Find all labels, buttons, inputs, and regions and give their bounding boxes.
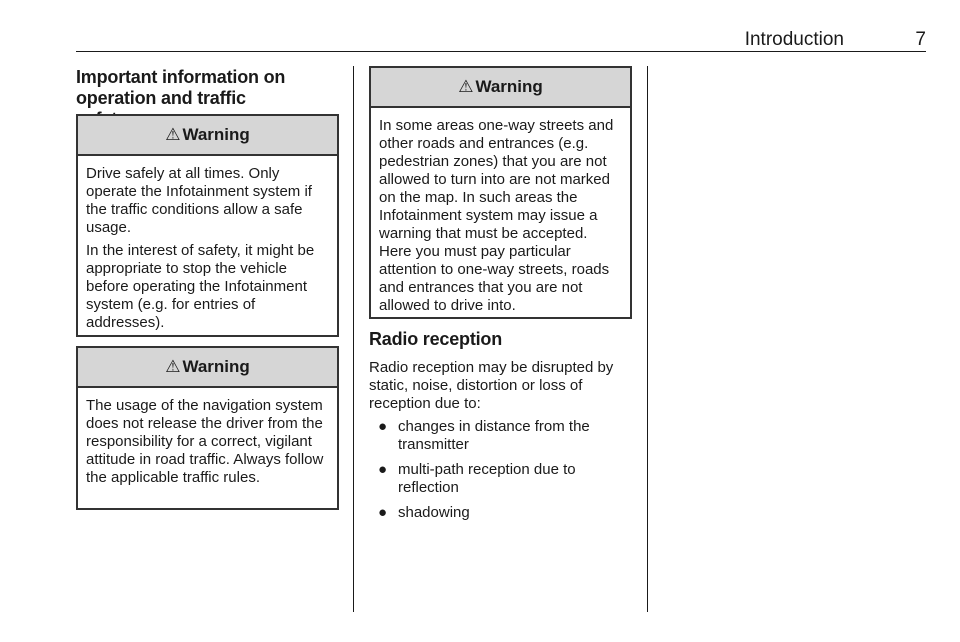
column-divider	[353, 66, 354, 612]
warning-paragraph: The usage of the navigation system does not release the driver from the responsibility for a correct, vigilant attitude in road traffic. Always follow the applicable traffic rules.	[86, 397, 324, 486]
warning-box	[369, 66, 632, 319]
bullet: ●	[378, 418, 388, 435]
radio-heading: Radio reception	[369, 329, 503, 349]
warning-paragraph: Drive safely at all times. Only operate the Infotainment system if the traffic conditions allow a safe usage.	[86, 165, 312, 236]
section-title: Introduction	[744, 29, 844, 50]
warning-header	[78, 116, 337, 156]
list-item	[369, 504, 635, 522]
warning-header	[371, 68, 630, 108]
warning-header	[78, 348, 337, 388]
warning-box	[76, 114, 339, 337]
page-number: 7	[915, 29, 926, 50]
list-item-text: multi-path reception due to reflection	[398, 461, 576, 496]
warning-title: Warning	[475, 77, 543, 96]
list-item-text: shadowing	[398, 504, 470, 521]
left-heading: Important information on operation and traffic	[76, 67, 286, 108]
column-divider	[647, 66, 648, 612]
warning-triangle-icon: ⚠	[165, 125, 181, 144]
list-item	[369, 461, 635, 497]
list-item	[369, 418, 635, 454]
warning-body	[371, 108, 630, 315]
warning-triangle-icon: ⚠	[458, 77, 474, 96]
page-header	[76, 28, 926, 52]
radio-text: Radio reception may be disrupted by static, noise, distortion or loss of reception due to:	[369, 359, 614, 412]
warning-box	[76, 346, 339, 510]
warning-title: Warning	[182, 357, 250, 376]
warning-body	[78, 388, 337, 487]
radio-list	[369, 418, 635, 529]
warning-paragraph: In some areas one-way streets and other roads and entrances (e.g. pedestrian zones) that you are not allowed to turn into are not marked on the map. In such areas the Infotainment system may issue a warning that must be accepted. Here you must pay particular attention to one-way streets, roads and entrances that you are not allowed to drive into.	[379, 117, 614, 314]
warning-title: Warning	[182, 125, 250, 144]
bullet: ●	[378, 504, 388, 521]
list-item-text: changes in distance from the transmitter	[398, 418, 590, 453]
warning-paragraph: In the interest of safety, it might be appropriate to stop the vehicle before operating the Infotainment system (e.g. for entries of addresses).	[86, 242, 315, 331]
warning-triangle-icon: ⚠	[165, 357, 181, 376]
warning-body	[78, 156, 337, 332]
bullet: ●	[378, 461, 388, 478]
